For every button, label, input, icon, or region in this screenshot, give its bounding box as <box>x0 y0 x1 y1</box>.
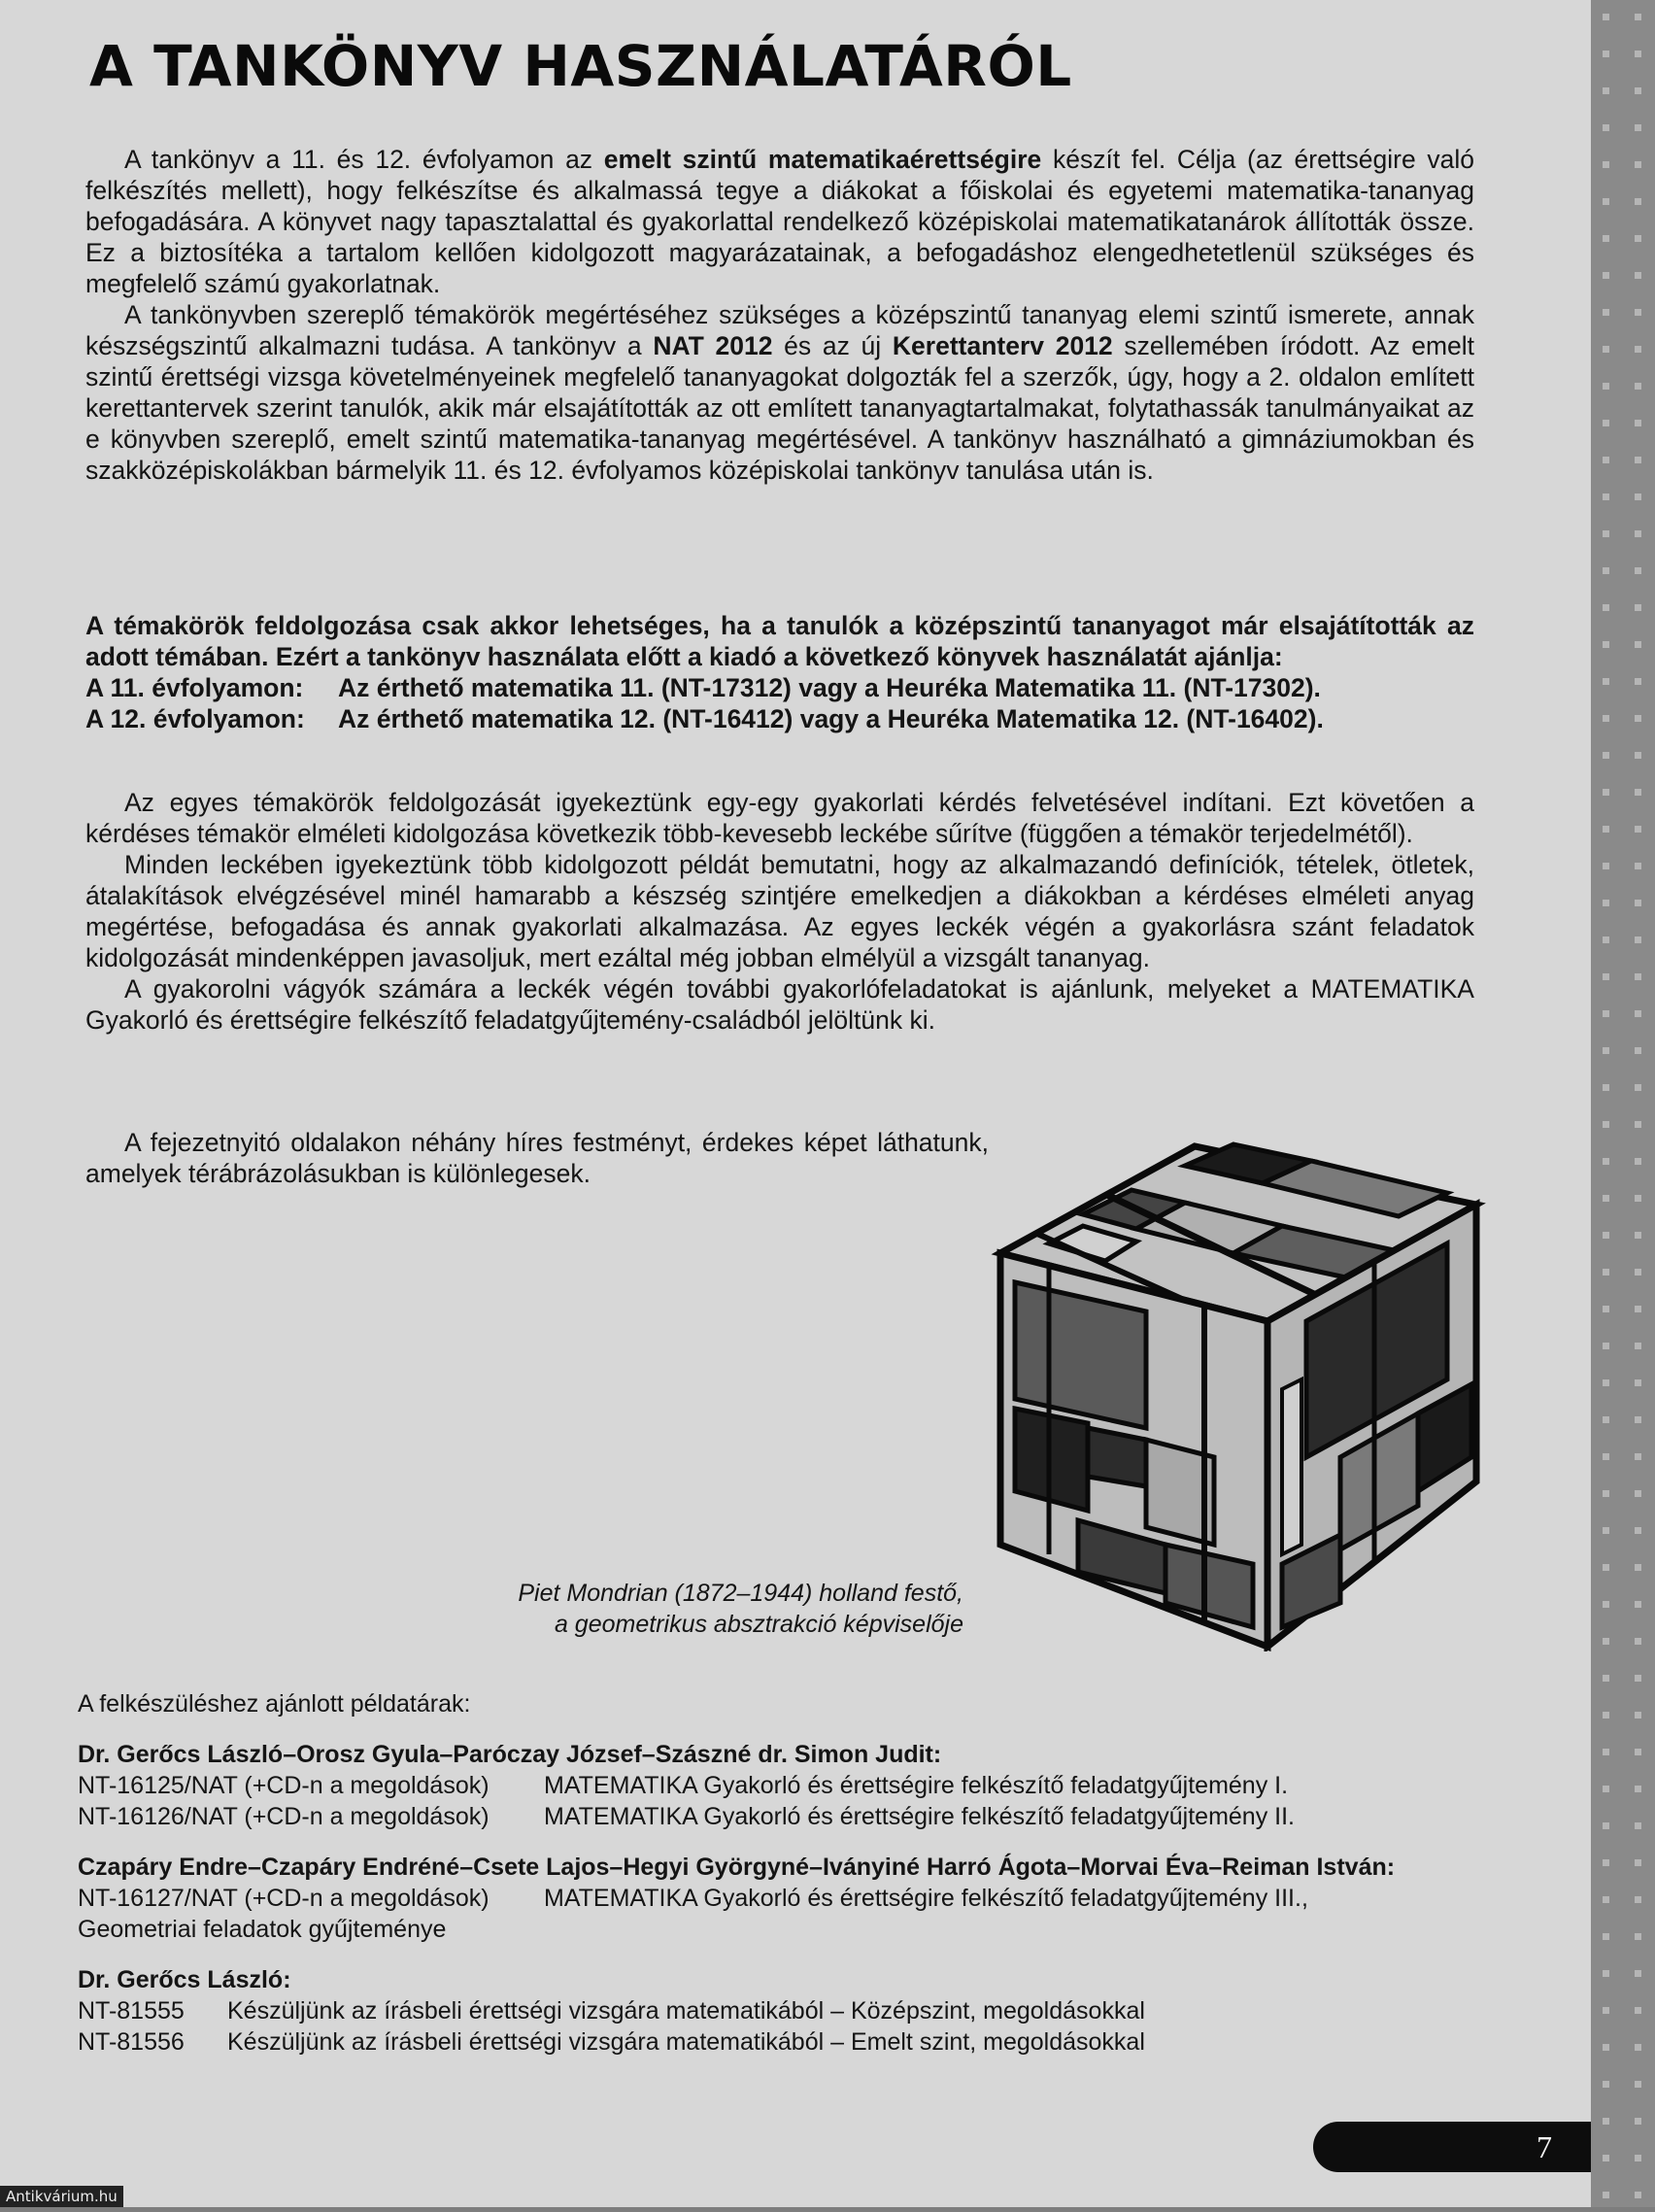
paintings-paragraph: A fejezetnyitó oldalakon néhány híres festményt, érdekes képet láthatunk, amelyek térábrázolásukban is különlegesek. <box>85 1128 989 1188</box>
book-row <box>78 2026 1457 2058</box>
paintings-section <box>85 1127 989 1189</box>
book-row <box>78 1883 1457 1914</box>
page-number-tab <box>1313 2122 1591 2172</box>
book-code: NT-16127/NAT (+CD-n a megoldások) <box>78 1885 490 1912</box>
method-paragraph-1: Az egyes témakörök feldolgozását igyekeztünk egy-egy gyakorlati kérdés felvetésével indítani. Ezt követően a kérdéses témakör elméleti kidolgozása következik több-kevesebb leckébe sűrítve (függően a témakör terjedelmétől). <box>85 788 1474 848</box>
book-title: MATEMATIKA Gyakorló és érettségire felkészítő feladatgyűjtemény I. <box>544 1772 1289 1799</box>
grade-12-books: Az érthető matematika 12. (NT-16412) vagy a Heuréka Matematika 12. (NT-16402). <box>338 704 1324 733</box>
intro-text: és az új <box>772 331 893 360</box>
intro-text: készít fel. Célja (az érettségire való felkészítés mellett), hogy felkészítse és alkalmassá tegye a diákokat a főiskolai és egyetemi matematika-tananyag befogadására. A könyvet nagy tapasztalattal és gyakorlattal rendelkező középiskolai matematikatanárok állították össze. Ez a biztosítéka a tartalom kellően kidolgozott magyarázatainak, a befogadáshoz elengedhetetlenül szükséges és megfelelő számú gyakorlatnak. <box>85 145 1475 298</box>
watermark: Antikvárium.hu <box>0 2186 123 2207</box>
mondrian-cube-image <box>991 1137 1496 1651</box>
book-subtitle: Geometriai feladatok gyűjteménye <box>78 1916 447 1943</box>
book-group-1-authors: Dr. Gerőcs László–Orosz Gyula–Paróczay József–Szászné dr. Simon Judit: <box>78 1741 942 1768</box>
margin-dot-pattern <box>1591 0 1655 2207</box>
intro-text: szellemében íródott. Az emelt szintű érettségi vizsga követelményeinek megfelelő tananyagokat dolgozták fel a szerzők, úgy, hogy a 2. oldalon említett kerettantervek szerint tanulók, akik már elsajátították az ott említett tananyagtartalmakat, folytathassák tanulmányaikat az e könyvben szereplő, emelt szintű matematika-tananyag megértésével. A tankönyv használható a gimnáziumokban és szakközépiskolákban bármelyik 11. és 12. évfolyamos középiskolai tankönyv tanulása után is. <box>85 331 1475 485</box>
book-code: NT-81556 <box>78 2028 185 2056</box>
grade-12-row <box>85 703 1474 734</box>
kerettanterv-reference: Kerettanterv 2012 <box>892 331 1113 360</box>
grade-11-label: A 11. évfolyamon: <box>85 673 304 702</box>
grade-12-label: A 12. évfolyamon: <box>85 704 305 733</box>
intro-paragraph-2 <box>85 299 1474 486</box>
intro-paragraph-1 <box>85 144 1474 299</box>
prerequisite-notice <box>85 610 1474 734</box>
intro-text: A tankönyv a 11. és 12. évfolyamon az <box>124 145 604 174</box>
book-group-3 <box>78 1964 1457 2058</box>
book-row <box>78 1770 1457 1801</box>
method-section <box>85 787 1474 1036</box>
method-paragraph-2: Minden leckében igyekeztünk több kidolgozott példát bemutatni, hogy az alkalmazandó definíciók, tételek, ötletek, átalakítások elvégzésével minél hamarabb a készség szintjére emelkedjen a diákokban a kérdéses elméleti anyag megértése, befogadása és annak gyakorlati alkalmazása. Az egyes leckék végén a gyakorlásra szánt feladatok kidolgozását mindenképpen javasoljuk, mert ezáltal még jobban elmélyül a vizsgált tananyag. <box>85 850 1474 972</box>
caption-line-2: a geometrikus absztrakció képviselője <box>554 1611 963 1638</box>
intro-emphasis: emelt szintű matematikaérettségire <box>603 145 1042 174</box>
book-title: Készüljünk az írásbeli érettségi vizsgára matematikából – Emelt szint, megoldásokkal <box>227 2028 1145 2056</box>
book-group-1 <box>78 1739 1457 1832</box>
recommended-books <box>78 1688 1457 2058</box>
book-group-2-authors: Czapáry Endre–Czapáry Endréné–Csete Lajos–Hegyi Györgyné–Iványiné Harró Ágota–Morvai Éva–Reiman István: <box>78 1854 1396 1881</box>
book-row <box>78 1995 1457 2026</box>
grade-11-books: Az érthető matematika 11. (NT-17312) vagy a Heuréka Matematika 11. (NT-17302). <box>338 673 1321 702</box>
intro-text: A tankönyvben szereplő témakörök megértéséhez szükséges a középszintű tananyag elemi szintű ismerete, annak készségszintű alkalmazni tudása. A tankönyv a <box>85 300 1474 360</box>
page-edge <box>1591 0 1655 2207</box>
notice-text: A témakörök feldolgozása csak akkor lehetséges, ha a tanulók a középszintű tananyagot már elsajátították az adott témában. Ezért a tankönyv használata előtt a kiadó a következő könyvek használatát ajánlja: <box>85 611 1474 671</box>
book-group-3-authors: Dr. Gerőcs László: <box>78 1966 291 1993</box>
book-group-2 <box>78 1852 1457 1945</box>
page-number: 7 <box>1537 2129 1552 2164</box>
book-code: NT-81555 <box>78 1997 185 2025</box>
book-row <box>78 1801 1457 1832</box>
book-code: NT-16125/NAT (+CD-n a megoldások) <box>78 1772 490 1799</box>
nat-reference: NAT 2012 <box>653 331 773 360</box>
book-title: MATEMATIKA Gyakorló és érettségire felkészítő feladatgyűjtemény II. <box>544 1803 1295 1830</box>
grade-11-row <box>85 672 1474 703</box>
book-title: Készüljünk az írásbeli érettségi vizsgára matematikából – Középszint, megoldásokkal <box>227 1997 1145 2025</box>
intro-section <box>85 144 1474 486</box>
books-heading: A felkészüléshez ajánlott példatárak: <box>78 1690 471 1718</box>
book-code: NT-16126/NAT (+CD-n a megoldások) <box>78 1803 490 1830</box>
mondrian-cube-drawing <box>991 1137 1496 1651</box>
method-paragraph-3: A gyakorolni vágyók számára a leckék végén további gyakorlófeladatokat is ajánlunk, melyeket a MATEMATIKA Gyakorló és érettségire felkészítő feladatgyűjtemény-családból jelöltünk ki. <box>85 974 1474 1035</box>
page-title: A TANKÖNYV HASZNÁLATÁRÓL <box>89 33 1072 99</box>
book-title: MATEMATIKA Gyakorló és érettségire felkészítő feladatgyűjtemény III., <box>544 1885 1308 1912</box>
image-caption <box>388 1578 963 1640</box>
caption-line-1: Piet Mondrian (1872–1944) holland festő, <box>518 1580 963 1607</box>
